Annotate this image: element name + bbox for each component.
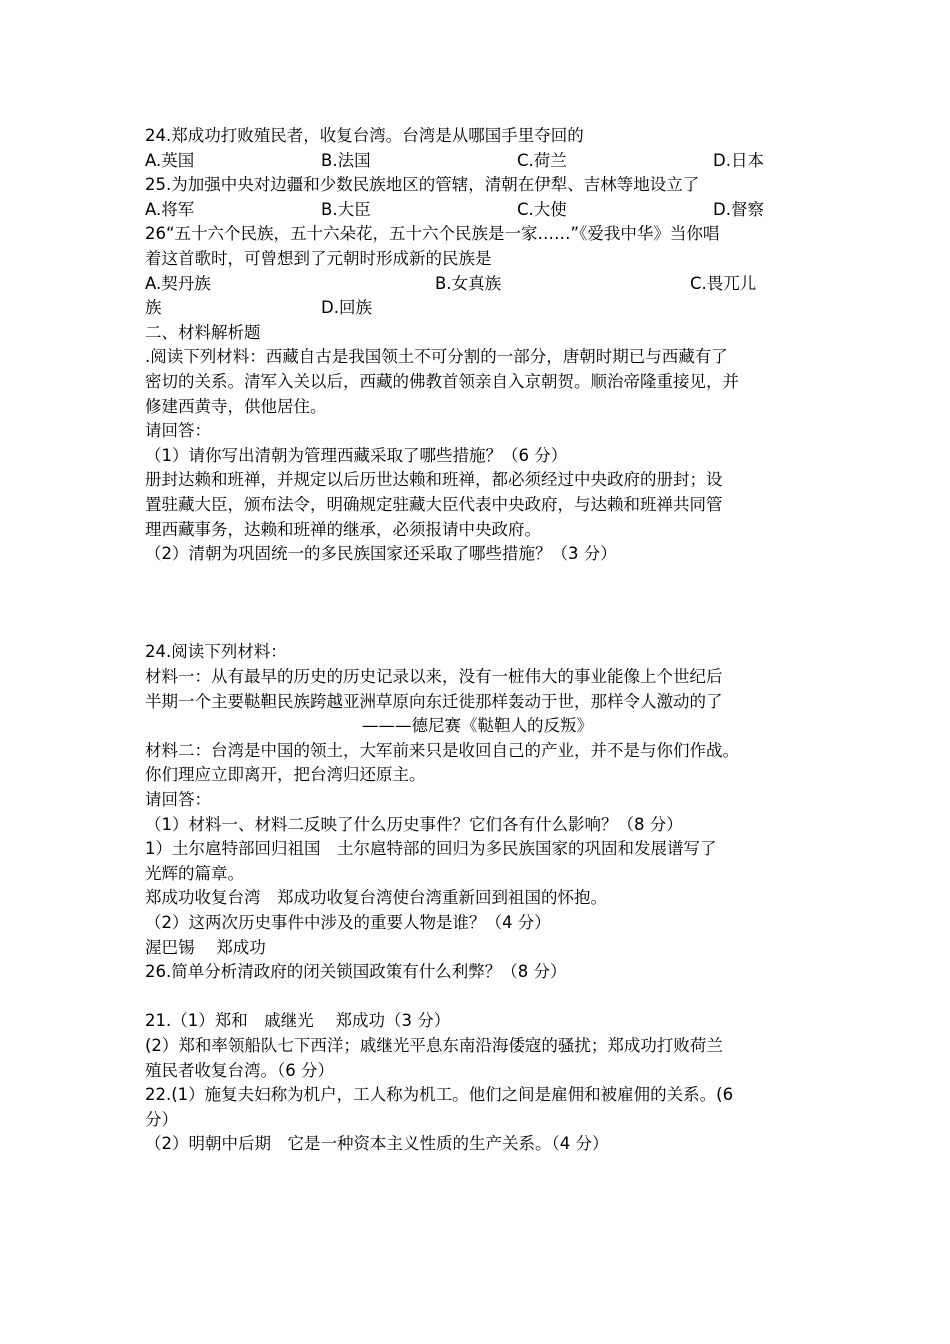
q24-option-a: A.英国 [145, 150, 195, 170]
q24b-prompt: 请回答： [145, 790, 211, 810]
q24b-material1-line: 半期一个主要鞑靼民族跨越亚洲草原向东迁徙那样轰动于世，那样令人激动的了 [145, 691, 723, 711]
answer-22-line: 22.(1）施复夫妇称为机户，工人称为机工。他们之间是雇佣和被雇佣的关系。(6 [145, 1085, 734, 1105]
q25-stem: 25.为加强中央对边疆和少数民族地区的管辖，清朝在伊犁、吉林等地设立了 [145, 175, 700, 195]
q26b-question: 26.简单分析清政府的闭关锁国政策有什么利弊？（8 分） [145, 962, 567, 982]
q24-option-b: B.法国 [321, 150, 371, 170]
q26-option-c-continued: 族 [145, 298, 162, 318]
q26-option-b: B.女真族 [435, 273, 502, 293]
q24b-q2: （2）这两次历史事件中涉及的重要人物是谁？（4 分） [145, 913, 551, 933]
q26-options-row1 [145, 272, 810, 297]
q26-option-a: A.契丹族 [145, 273, 211, 293]
blank-space [145, 567, 810, 641]
section2-a1-line: 理西藏事务，达赖和班禅的继承，必须报请中央政府。 [145, 519, 541, 539]
q25-option-c: C.大使 [517, 199, 567, 219]
q24-stem: 24.郑成功打败殖民者，收复台湾。台湾是从哪国手里夺回的 [145, 126, 584, 145]
section2-heading: 二、材料解析题 [145, 322, 261, 342]
answer-21-line: (2）郑和率领船队七下西洋；戚继光平息东南沿海倭寇的骚扰；郑成功打败荷兰 [145, 1035, 723, 1055]
document-page [145, 124, 810, 1157]
q24b-material2-line: 你们理应立即离开，把台湾归还原主。 [145, 765, 426, 785]
q24-option-c: C.荷兰 [517, 150, 567, 170]
q25-option-d: D.督察 [713, 199, 764, 219]
q24b-material2-line: 材料二：台湾是中国的领土，大军前来只是收回自己的产业，并不是与你们作战。 [145, 740, 739, 760]
answer-22-line: （2）明朝中后期 它是一种资本主义性质的生产关系。（4 分） [145, 1134, 609, 1154]
q24-options [145, 149, 810, 174]
q26-option-d: D.回族 [321, 298, 372, 318]
answer-21-line: 21.（1）郑和 戚继光 郑成功（3 分） [145, 1011, 451, 1031]
q24b-a1-line: 1）土尔扈特部回归祖国 土尔扈特部的回归为多民族国家的巩固和发展谱写了 [145, 839, 717, 859]
section2-a1-line: 册封达赖和班禅，并规定以后历世达赖和班禅，都必须经过中央政府的册封；设 [145, 470, 723, 490]
q26-stem-line: 26“五十六个民族，五十六朵花，五十六个民族是一家……”《爱我中华》当你唱 [145, 224, 720, 244]
q24b-a2: 渥巴锡 郑成功 [145, 937, 266, 957]
q26-stem-line: 着这首歌时，可曾想到了元朝时形成新的民族是 [145, 248, 492, 268]
section2-q2: （2）清朝为巩固统一的多民族国家还采取了哪些措施？（3 分） [145, 544, 617, 564]
answer-21-line: 殖民者收复台湾。（6 分） [145, 1060, 334, 1080]
q25-option-a: A.将军 [145, 199, 195, 219]
q26-option-c: C.畏兀儿 [690, 273, 757, 293]
q24-option-d: D.日本 [713, 150, 764, 170]
section2-passage-line: .阅读下列材料：西藏自古是我国领土不可分割的一部分，唐朝时期已与西藏有了 [145, 347, 728, 367]
q26-options-row2 [145, 296, 810, 321]
q25-option-b: B.大臣 [321, 199, 371, 219]
q24b-q1: （1）材料一、材料二反映了什么历史事件？它们各有什么影响？（8 分） [145, 814, 683, 834]
q24b-a1-line: 光辉的篇章。 [145, 863, 244, 883]
q24b-material1-line: 材料一：从有最早的历史的历史记录以来，没有一桩伟大的事业能像上个世纪后 [145, 667, 723, 687]
blank-space [145, 985, 810, 1010]
section2-q1: （1）请你写出清朝为管理西藏采取了哪些措施？（6 分） [145, 445, 568, 465]
q24b-material1-source: ———德尼赛《鞑靼人的反叛》 [362, 716, 593, 736]
answer-22-line: 分） [145, 1109, 178, 1129]
q25-options [145, 198, 810, 223]
q24b-heading: 24.阅读下列材料： [145, 642, 287, 662]
section2-prompt: 请回答： [145, 421, 211, 441]
section2-a1-line: 置驻藏大臣，颁布法令，明确规定驻藏大臣代表中央政府，与达赖和班禅共同管 [145, 494, 723, 514]
section2-passage-line: 密切的关系。清军入关以后，西藏的佛教首领亲自入京朝贺。顺治帝隆重接见，并 [145, 371, 739, 391]
section2-passage-line: 修建西黄寺，供他居住。 [145, 396, 327, 416]
q24b-a1-line: 郑成功收复台湾 郑成功收复台湾使台湾重新回到祖国的怀抱。 [145, 888, 607, 908]
